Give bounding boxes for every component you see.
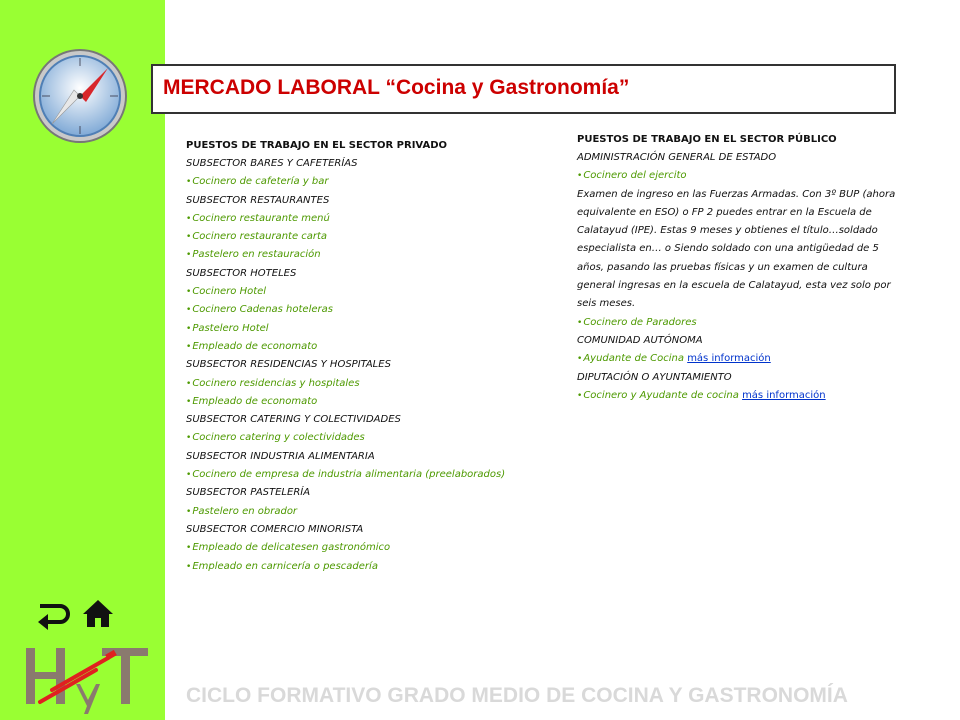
job-item: [186, 558, 556, 576]
bullet-icon: •: [577, 390, 583, 401]
job-item-label: Cocinero restaurante menú: [192, 212, 330, 224]
job-item-label: Cocinero restaurante carta: [192, 231, 328, 243]
job-item: [186, 393, 556, 411]
job-item: [186, 320, 556, 338]
subsector-label: DIPUTACIÓN O AYUNTAMIENTO: [577, 371, 732, 383]
job-item-label: Cocinero Cadenas hoteleras: [192, 304, 333, 316]
job-item: [186, 375, 556, 393]
public-sector-list: [577, 149, 917, 405]
bullet-icon: •: [186, 341, 192, 352]
job-item: [186, 173, 556, 191]
subsector-label: SUBSECTOR PASTELERÍA: [186, 487, 311, 499]
job-item-label: Empleado de economato: [192, 340, 318, 352]
home-icon[interactable]: [82, 598, 114, 628]
job-item: [186, 503, 556, 521]
job-item: [577, 167, 917, 185]
job-item: [577, 387, 917, 405]
job-item: [577, 314, 917, 332]
job-item-label: Cocinero de cafetería y bar: [192, 176, 329, 188]
title-box: [151, 64, 896, 114]
subsector-label: SUBSECTOR COMERCIO MINORISTA: [186, 523, 364, 535]
job-item-label: Cocinero catering y colectividades: [192, 432, 365, 444]
job-item: [186, 301, 556, 319]
subsector-label: ADMINISTRACIÓN GENERAL DE ESTADO: [577, 152, 777, 163]
job-item: [186, 338, 556, 356]
page-title: MERCADO LABORAL “Cocina y Gastronomía”: [163, 76, 630, 99]
job-item-label: Cocinero residencias y hospitales: [192, 377, 360, 389]
job-item: [186, 429, 556, 447]
bullet-icon: •: [186, 177, 192, 188]
more-info-link[interactable]: más información: [742, 389, 826, 401]
description-paragraph: Examen de ingreso en las Fuerzas Armadas. Con 3º BUP (ahora equivalente en ESO) o FP 2 puedes entrar en la Escuela de Calatayud (IPE). Estas 9 meses y obtienes el título…soldado especialista en… o Siendo soldado con una antigüedad de 5 años, pasando las pruebas físicas y un examen de cultura general ingresas en la escuela de Calatayud, esta vez solo por seis meses.: [577, 188, 896, 310]
bullet-icon: •: [186, 323, 192, 334]
job-item-label: Pastelero Hotel: [192, 322, 269, 334]
subsector-label: SUBSECTOR RESTAURANTES: [186, 194, 330, 206]
job-item-label: Cocinero y Ayudante de cocina: [583, 389, 743, 401]
job-item: [186, 246, 556, 264]
bullet-icon: •: [186, 470, 192, 481]
bullet-icon: •: [186, 506, 192, 517]
bullet-icon: •: [577, 317, 583, 328]
bullet-icon: •: [186, 543, 192, 554]
subsector-label: SUBSECTOR INDUSTRIA ALIMENTARIA: [186, 450, 375, 462]
job-item-label: Cocinero de Paradores: [583, 316, 697, 328]
subsector-label: COMUNIDAD AUTÓNOMA: [577, 334, 703, 346]
job-item: [186, 228, 556, 246]
job-item: [186, 283, 556, 301]
bullet-icon: •: [577, 171, 583, 182]
public-sector-column: [577, 131, 917, 405]
bullet-icon: •: [186, 232, 192, 243]
subsector-label: SUBSECTOR CATERING Y COLECTIVIDADES: [186, 414, 401, 426]
bullet-icon: •: [186, 250, 192, 261]
job-item-label: Cocinero de empresa de industria alimentaria (preelaborados): [192, 469, 506, 481]
job-item-label: Pastelero en restauración: [192, 249, 321, 261]
footer-title: CICLO FORMATIVO GRADO MEDIO DE COCINA Y GASTRONOMÍA: [186, 684, 848, 707]
bullet-icon: •: [186, 561, 192, 572]
bullet-icon: •: [186, 305, 192, 316]
public-sector-heading: PUESTOS DE TRABAJO EN EL SECTOR PÚBLICO: [577, 134, 837, 145]
bullet-icon: •: [186, 433, 192, 444]
private-sector-list: [186, 155, 556, 576]
subsector-label: SUBSECTOR BARES Y CAFETERÍAS: [186, 158, 358, 169]
job-item-label: Cocinero del ejercito: [583, 170, 687, 182]
bullet-icon: •: [186, 378, 192, 389]
job-item: [577, 350, 917, 368]
job-item-label: Empleado en carnicería o pescadería: [192, 560, 378, 572]
return-arrow-icon[interactable]: [36, 600, 72, 630]
job-item: [186, 210, 556, 228]
job-item: [186, 539, 556, 557]
job-item-label: Empleado de economato: [192, 395, 318, 407]
job-item-label: Ayudante de Cocina: [583, 353, 688, 365]
job-item-label: Cocinero Hotel: [192, 286, 267, 298]
private-sector-heading: PUESTOS DE TRABAJO EN EL SECTOR PRIVADO: [186, 140, 448, 151]
subsector-label: SUBSECTOR RESIDENCIAS Y HOSPITALES: [186, 359, 391, 371]
more-info-link[interactable]: más información: [687, 353, 771, 365]
hyt-logo: [22, 640, 152, 720]
job-item: [186, 466, 556, 484]
job-item-label: Empleado de delicatesen gastronómico: [192, 542, 391, 554]
subsector-label: SUBSECTOR HOTELES: [186, 267, 297, 279]
bullet-icon: •: [577, 354, 583, 365]
bullet-icon: •: [186, 396, 192, 407]
bullet-icon: •: [186, 287, 192, 298]
sidebar: [0, 0, 165, 720]
private-sector-column: [186, 137, 556, 576]
job-item-label: Pastelero en obrador: [192, 505, 298, 517]
bullet-icon: •: [186, 213, 192, 224]
compass-icon: [30, 46, 130, 146]
